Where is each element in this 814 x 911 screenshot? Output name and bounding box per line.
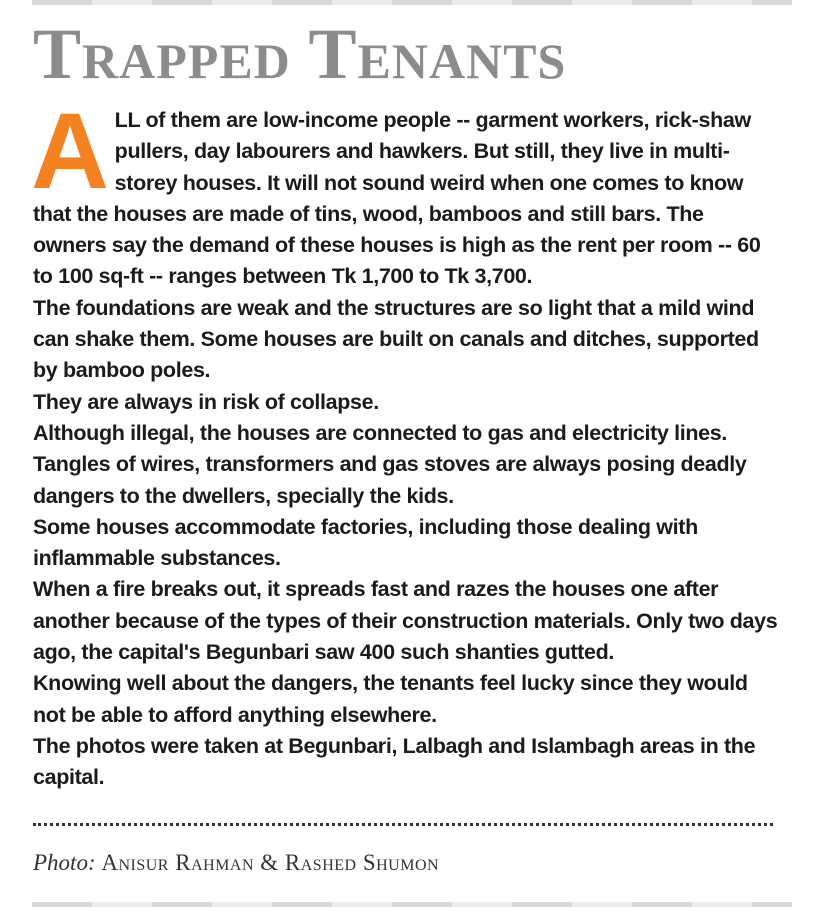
bottom-decorative-rule (32, 902, 792, 907)
headline: Trapped Tenants (33, 14, 567, 94)
article-paragraph: Knowing well about the dangers, the tenants feel lucky since they would not be able to afford anything elsewhere. (33, 671, 748, 727)
photo-credit (33, 850, 439, 876)
article-paragraph: When a fire breaks out, it spreads fast and razes the houses one after another because of the types of their construction materials. Only two days ago, the capital's Begunbari saw 400 such shanties gutted. (33, 577, 778, 665)
article-paragraph: Some houses accommodate factories, including those dealing with inflammable substances. (33, 514, 698, 571)
top-decorative-rule (32, 0, 792, 5)
photo-credit-label: Photo: (33, 850, 96, 875)
drop-cap: A (31, 90, 109, 211)
dotted-divider (33, 823, 773, 826)
article-paragraph: The photos were taken at Begunbari, Lalbagh and Islambagh areas in the capital. (33, 733, 756, 790)
article-paragraph: Although illegal, the houses are connected to gas and electricity lines. Tangles of wires, transformers and gas stoves are always posing deadly dangers to the dwellers, specially the kids. (33, 420, 747, 508)
article-paragraph: They are always in risk of collapse. (33, 389, 379, 414)
article-body (31, 90, 778, 794)
article-paragraph (31, 90, 778, 293)
paragraph-text: LL of them are low-income people -- garment workers, rick-shaw pullers, day labourers and hawkers. But still, they live in multi-storey houses. It will not sound weird when one comes to know that the houses are made of tins, wood, bamboos and still bars. The owners say the demand of these houses is high as the rent per room -- 60 to 100 sq-ft -- ranges between Tk 1,700 to Tk 3,700. (33, 108, 761, 289)
photo-credit-names: Anisur Rahman & Rashed Shumon (101, 850, 440, 875)
article-paragraph: The foundations are weak and the structures are so light that a mild wind can shake them. Some houses are built on canals and ditches, supported by bamboo poles. (33, 295, 759, 383)
